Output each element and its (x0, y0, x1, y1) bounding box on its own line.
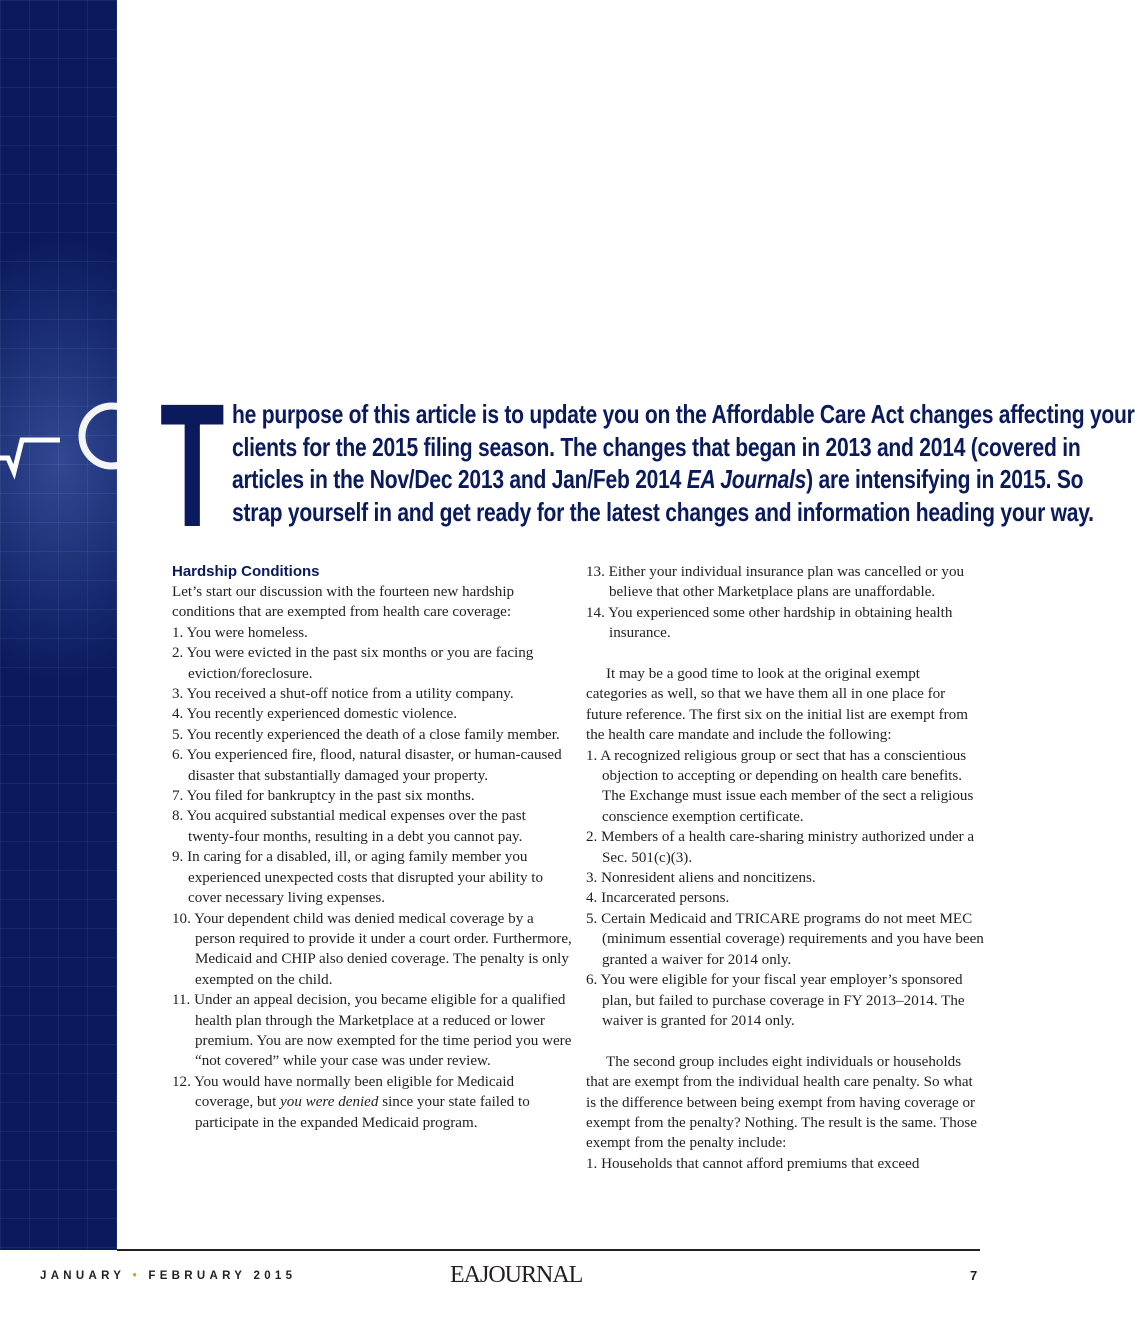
list-item: 1. You were homeless. (172, 624, 308, 641)
drop-cap: T (160, 368, 225, 564)
intro-line-3-start: articles in the Nov/Dec 2013 and Jan/Feb 2014 (232, 464, 687, 495)
list-item: 7. You filed for bankruptcy in the past six months. (172, 788, 475, 805)
body-paragraph: The second group includes eight individuals or households that are exempt from the individual health care penalty. So what is the difference between being exempt from having coverage or exempt from the penalty? Nothing. The result is the same. Those exempt from the penalty include: (586, 1053, 977, 1152)
list-item: 4. You recently experienced domestic violence. (172, 706, 458, 723)
list-item: 6. You were eligible for your fiscal year employer’s sponsored plan, but failed to purchase coverage in FY 2013–2014. The waiver is granted for 2014 only. (586, 972, 965, 1029)
journal-logo: EAJOURNAL (450, 1262, 583, 1288)
item-12-end: since your state failed to participate in the expanded Medicaid program. (195, 1094, 530, 1131)
list-item: 5. Certain Medicaid and TRICARE programs do not meet MEC (minimum essential coverage) requirements and you have been granted a waiver for 2014 only. (586, 910, 984, 968)
list-item: 8. You acquired substantial medical expenses over the past twenty-four months, resulting in a debt you cannot pay. (172, 808, 526, 845)
page-number: 7 (970, 1268, 978, 1283)
intro-line-1: he purpose of this article is to update you on the Affordable Care Act changes affecting your (232, 399, 1135, 429)
list-item: 2. Members of a health care-sharing ministry authorized under a Sec. 501(c)(3). (586, 829, 975, 866)
paragraph-gap (586, 644, 984, 664)
item-12-italic: you were denied (280, 1094, 379, 1111)
list-item: 1. A recognized religious group or sect that has a conscientious objection to accepting or depending on health care benefits. The Exchange must issue each member of the sect a religious conscience exemption certificate. (586, 747, 974, 825)
intro-paragraph: Let’s start our discussion with the fourteen new hardship conditions that are exempted from health care coverage: (172, 584, 515, 621)
paragraph-gap (586, 1031, 984, 1051)
list-item: 3. Nonresident aliens and noncitizens. (586, 870, 816, 887)
heartbeat-graphic (0, 380, 117, 490)
intro-deck (160, 368, 1135, 564)
list-item: 3. You received a shut-off notice from a utility company. (172, 686, 514, 703)
list-item: 5. You recently experienced the death of a close family member. (172, 726, 560, 743)
list-item: 4. Incarcerated persons. (586, 890, 730, 907)
list-item: 14. You experienced some other hardship in obtaining health insurance. (586, 604, 953, 642)
issue-month-end: FEBRUARY 2015 (148, 1270, 297, 1282)
intro-line-4: strap yourself in and get ready for the latest changes and information heading your way. (232, 496, 1094, 527)
list-item (172, 1072, 572, 1133)
issue-date-separator: • (132, 1270, 141, 1282)
issue-month-start: JANUARY (40, 1270, 126, 1282)
right-column (586, 562, 984, 1174)
issue-date (40, 1270, 296, 1282)
list-item: 11. Under an appeal decision, you became eligible for a qualified health plan through the Marketplace at a reduced or lower premium. You are now exempted for the time period you were “not covered” while your case was under review. (172, 992, 572, 1070)
intro-line-2: clients for the 2015 filing season. The changes that began in 2013 and 2014 (covered in (232, 431, 1081, 462)
body-paragraph: It may be a good time to look at the original exempt categories as well, so that we have them all in one place for future reference. The first six on the initial list are exempt from the health care mandate and include the following: (586, 666, 968, 744)
list-item: 6. You experienced fire, flood, natural disaster, or human-caused disaster that substantially damaged your property. (172, 747, 562, 784)
intro-line-3-italic: EA Journals (686, 464, 807, 495)
intro-text (232, 398, 1135, 528)
left-decorative-band (0, 0, 117, 1250)
intro-line-3-end: ) are intensifying in 2015. So (806, 464, 1084, 495)
list-item: 13. Either your individual insurance plan was cancelled or you believe that other Marketplace plans are unaffordable. (586, 564, 965, 601)
footer-divider (117, 1249, 980, 1251)
list-item: 10. Your dependent child was denied medical coverage by a person required to provide it under a court order. Furthermore, Medicaid and CHIP also denied coverage. The penalty is only exempted on the child. (172, 910, 572, 988)
intro-line-3 (232, 463, 1084, 496)
item-12-start: 12. You would have normally been eligible for Medicaid coverage, but (172, 1073, 515, 1111)
list-item: 1. Households that cannot afford premiums that exceed (586, 1155, 920, 1172)
list-item: 9. In caring for a disabled, ill, or aging family member you experienced unexpected costs that disrupted your ability to cover necessary living expenses. (172, 849, 544, 907)
left-column (172, 562, 572, 1133)
section-heading: Hardship Conditions (172, 563, 320, 580)
list-item: 2. You were evicted in the past six months or you are facing eviction/foreclosure. (172, 645, 534, 682)
